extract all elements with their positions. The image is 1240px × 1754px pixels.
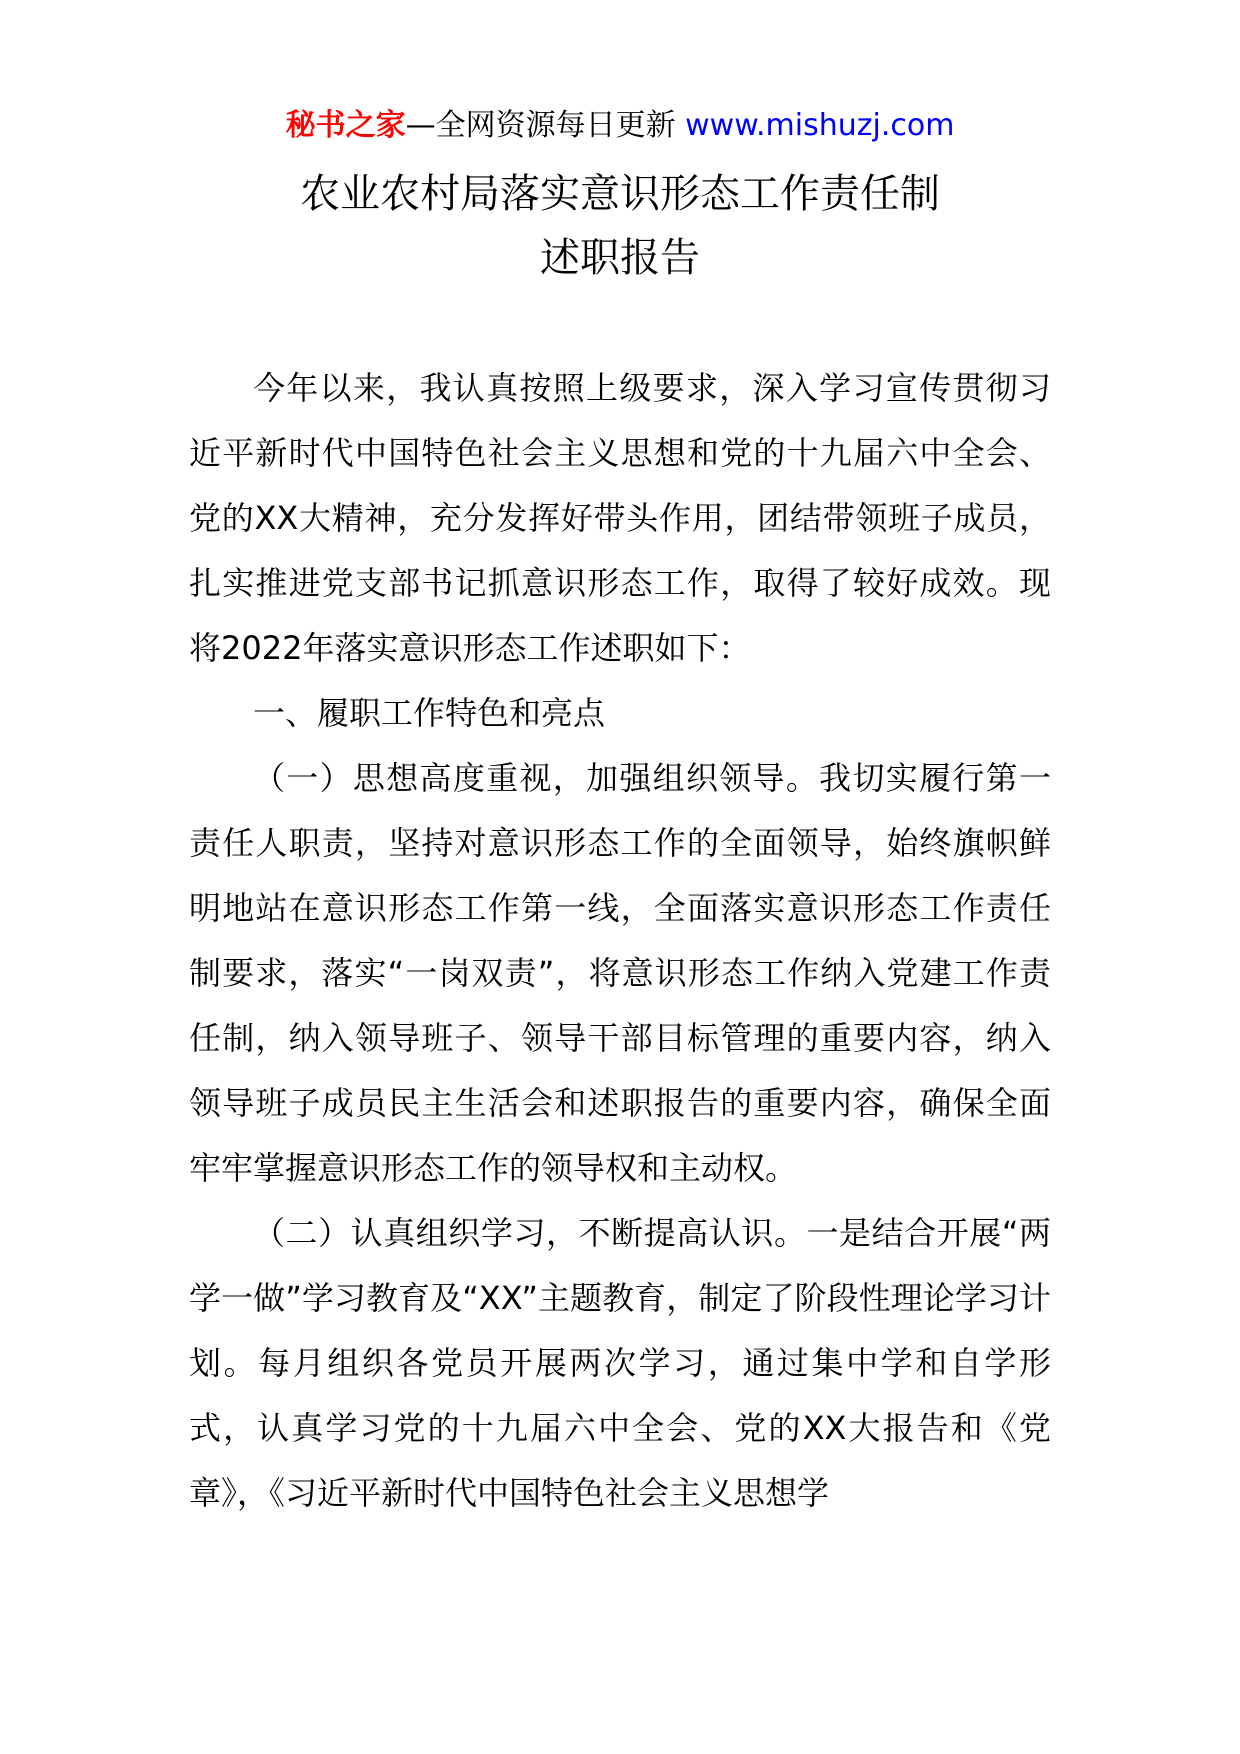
slogan-text: —全网资源每日更新 [405,108,686,143]
document-title-line-2: 述职报告 [540,235,700,281]
website-link[interactable]: www.mishuzj.com [685,108,955,143]
document-body [189,356,1051,1526]
paragraph-item-2: （二）认真组织学习，不断提高认识。一是结合开展“两学一做”学习教育及“XX”主题教育，制定了阶段性理论学习计划。每月组织各党员开展两次学习，通过集中学和自学形式，认真学习党的十九届六中全会、党的XX大报告和《党章》，《习近平新时代中国特色社会主义思想学 [189,1214,1051,1512]
paragraph-item-1: （一）思想高度重视，加强组织领导。我切实履行第一责任人职责，坚持对意识形态工作的全面领导，始终旗帜鲜明地站在意识形态工作第一线，全面落实意识形态工作责任制要求，落实“一岗双责”，将意识形态工作纳入党建工作责任制，纳入领导班子、领导干部目标管理的重要内容，纳入领导班子成员民主生活会和述职报告的重要内容，确保全面牢牢掌握意识形态工作的领导权和主动权。 [189,759,1051,1187]
section-heading-1: 一、履职工作特色和亮点 [253,694,606,732]
document-title-line-1: 农业农村局落实意识形态工作责任制 [300,171,940,217]
paragraph-intro: 今年以来，我认真按照上级要求，深入学习宣传贯彻习近平新时代中国特色社会主义思想和党的十九届六中全会、党的XX大精神，充分发挥好带头作用，团结带领班子成员，扎实推进党支部书记抓意识形态工作，取得了较好成效。现将2022年落实意识形态工作述职如下： [189,369,1051,667]
watermark-header [0,104,1240,148]
brand-name: 秘书之家 [285,108,406,143]
